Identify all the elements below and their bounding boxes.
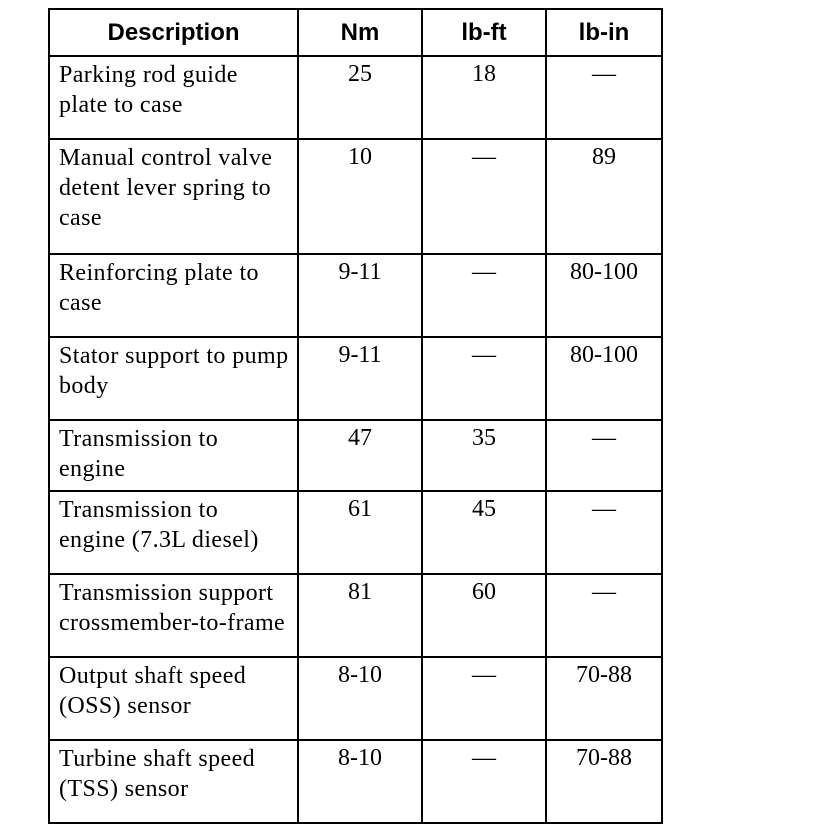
- lb-in-cell: —: [546, 56, 662, 139]
- nm-cell: 25: [298, 56, 422, 139]
- table-row: [49, 657, 662, 740]
- nm-cell: 9-11: [298, 254, 422, 337]
- lb-ft-cell: 18: [422, 56, 546, 139]
- lb-ft-cell: —: [422, 657, 546, 740]
- nm-cell: 8-10: [298, 740, 422, 823]
- lb-ft-cell: —: [422, 740, 546, 823]
- description-cell: Transmission to engine (7.3L diesel): [49, 491, 298, 574]
- description-cell: Transmission to engine: [49, 420, 298, 491]
- header-nm: Nm: [298, 9, 422, 56]
- table-row: [49, 574, 662, 657]
- header-lb-ft: lb-ft: [422, 9, 546, 56]
- nm-cell: 8-10: [298, 657, 422, 740]
- table-row: [49, 254, 662, 337]
- lb-ft-cell: —: [422, 254, 546, 337]
- lb-in-cell: —: [546, 574, 662, 657]
- lb-in-cell: —: [546, 420, 662, 491]
- table-row: [49, 56, 662, 139]
- table-row: [49, 420, 662, 491]
- nm-cell: 10: [298, 139, 422, 254]
- lb-ft-cell: 45: [422, 491, 546, 574]
- description-cell: Parking rod guide plate to case: [49, 56, 298, 139]
- lb-ft-cell: —: [422, 139, 546, 254]
- nm-cell: 81: [298, 574, 422, 657]
- table-row: [49, 139, 662, 254]
- table-row: [49, 491, 662, 574]
- torque-spec-table: [48, 8, 663, 824]
- nm-cell: 61: [298, 491, 422, 574]
- description-cell: Reinforcing plate to case: [49, 254, 298, 337]
- nm-cell: 9-11: [298, 337, 422, 420]
- lb-in-cell: —: [546, 491, 662, 574]
- nm-cell: 47: [298, 420, 422, 491]
- description-cell: Transmission support crossmember-to-frame: [49, 574, 298, 657]
- header-description: Description: [49, 9, 298, 56]
- header-lb-in: lb-in: [546, 9, 662, 56]
- table-header-row: [49, 9, 662, 56]
- lb-ft-cell: 35: [422, 420, 546, 491]
- description-cell: Output shaft speed (OSS) sensor: [49, 657, 298, 740]
- description-cell: Manual control valve detent lever spring to case: [49, 139, 298, 254]
- table-row: [49, 337, 662, 420]
- lb-in-cell: 70-88: [546, 657, 662, 740]
- table-row: [49, 740, 662, 823]
- lb-ft-cell: 60: [422, 574, 546, 657]
- lb-ft-cell: —: [422, 337, 546, 420]
- description-cell: Stator support to pump body: [49, 337, 298, 420]
- lb-in-cell: 89: [546, 139, 662, 254]
- lb-in-cell: 80-100: [546, 337, 662, 420]
- description-cell: Turbine shaft speed (TSS) sensor: [49, 740, 298, 823]
- lb-in-cell: 80-100: [546, 254, 662, 337]
- lb-in-cell: 70-88: [546, 740, 662, 823]
